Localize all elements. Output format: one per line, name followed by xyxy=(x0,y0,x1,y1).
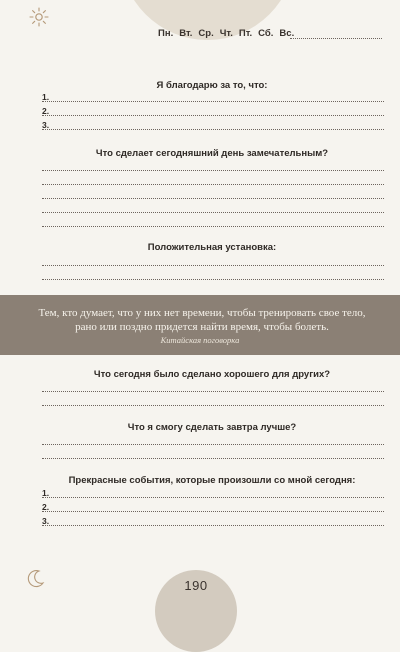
good-for-others-line-1[interactable] xyxy=(42,391,384,392)
affirmation-line-2[interactable] xyxy=(42,279,384,280)
affirmation-heading: Положительная установка: xyxy=(147,242,277,253)
wonderful-events-number-3: 3. xyxy=(42,516,50,526)
good-for-others-heading: Что сегодня было сделано хорошего для других? xyxy=(93,369,331,380)
good-for-others-line-2[interactable] xyxy=(42,405,384,406)
great-day-line-5[interactable] xyxy=(42,226,384,227)
gratitude-line-2[interactable] xyxy=(42,115,384,116)
great-day-line-1[interactable] xyxy=(42,170,384,171)
gratitude-number-1: 1. xyxy=(42,92,50,102)
date-write-line[interactable] xyxy=(290,38,382,39)
gratitude-heading: Я благодарю за то, что: xyxy=(156,80,268,91)
great-day-heading: Что сделает сегодняшний день замечательным? xyxy=(95,148,329,159)
page-number: 190 xyxy=(184,578,208,593)
great-day-line-2[interactable] xyxy=(42,184,384,185)
gratitude-line-3[interactable] xyxy=(42,129,384,130)
weekday-thu[interactable]: Чт. xyxy=(219,28,233,39)
quote-band xyxy=(0,295,400,355)
wonderful-events-line-2[interactable] xyxy=(42,511,384,512)
gratitude-number-3: 3. xyxy=(42,120,50,130)
wonderful-events-heading: Прекрасные события, которые произошли со мной сегодня: xyxy=(68,475,356,486)
wonderful-events-number-1: 1. xyxy=(42,488,50,498)
better-tomorrow-heading: Что я смогу сделать завтра лучше? xyxy=(127,422,297,433)
weekday-mon[interactable]: Пн. xyxy=(158,28,174,39)
wonderful-events-line-1[interactable] xyxy=(42,497,384,498)
better-tomorrow-line-2[interactable] xyxy=(42,458,384,459)
weekday-wed[interactable]: Ср. xyxy=(198,28,214,39)
weekday-row xyxy=(158,28,294,39)
great-day-line-3[interactable] xyxy=(42,198,384,199)
affirmation-line-1[interactable] xyxy=(42,265,384,266)
great-day-line-4[interactable] xyxy=(42,212,384,213)
weekday-fri[interactable]: Пт. xyxy=(238,28,253,39)
gratitude-line-1[interactable] xyxy=(42,101,384,102)
sun-icon xyxy=(28,6,50,28)
quote-text: Тем, кто думает, что у них нет времени, чтобы тренировать свое тело, рано или поздно придется найти время, чтобы болеть. xyxy=(38,307,366,333)
gratitude-number-2: 2. xyxy=(42,106,50,116)
wonderful-events-number-2: 2. xyxy=(42,502,50,512)
weekday-tue[interactable]: Вт. xyxy=(179,28,193,39)
weekday-sun[interactable]: Вс. xyxy=(279,28,295,39)
weekday-sat[interactable]: Сб. xyxy=(258,28,274,39)
quote-source: Китайская поговорка xyxy=(160,335,240,345)
crescent-moon-icon xyxy=(26,568,46,588)
wonderful-events-line-3[interactable] xyxy=(42,525,384,526)
better-tomorrow-line-1[interactable] xyxy=(42,444,384,445)
